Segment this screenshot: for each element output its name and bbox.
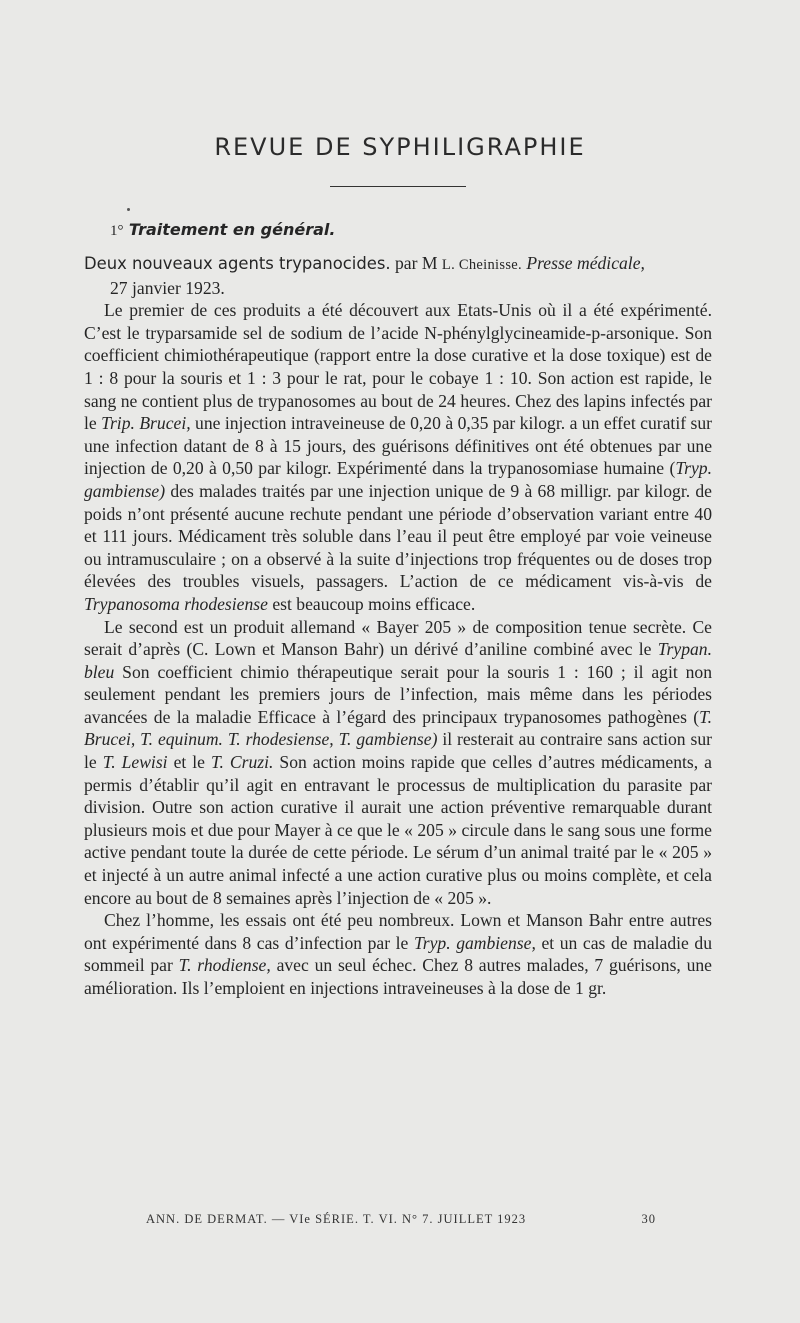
footer-citation: ANN. DE DERMAT. — VIe SÉRIE. T. VI. N° 7. JUILLET 1923	[146, 1212, 527, 1226]
article-header	[84, 252, 712, 277]
p1-text: des malades traités par une injection unique de 9 à 68 milligr. par kilogr. de poids n’ont présenté aucune rechute pendant une période d’observation variant entre 40 et 111 jours. Médicament très soluble dans l’eau il peut être employé par voie veineuse ou intramusculaire ; on a observé à la suite d’injections trop fréquentes ou de doses trop élevées des troubles visuels, passagers. L’action de ce médicament vis-à-vis de	[84, 480, 712, 592]
p3-text: Chez l’homme, les essais ont été peu nombreux. Lown et Manson Bahr entre autres ont expérimenté dans 8 cas d’infection par le	[84, 910, 712, 953]
page-number: 30	[641, 1212, 656, 1226]
section-heading	[110, 220, 335, 240]
section-label: Traitement en général.	[128, 220, 336, 239]
article-author: L. Cheinisse.	[441, 257, 522, 273]
p2-text: Le second est un produit allemand « Bayer 205 » de composition tenue secrète. Ce serait d’après (C. Lown et Manson Bahr) un dérivé d’aniline combiné avec le	[84, 616, 712, 660]
article-headline: Deux nouveaux agents trypanocides.	[84, 254, 391, 273]
page-title: REVUE DE SYPHILIGRAPHIE	[214, 133, 586, 161]
p2-italic: T. Cruzi.	[211, 752, 274, 773]
paragraph-2	[84, 616, 712, 910]
article-date: 27 janvier 1923.	[110, 277, 225, 298]
title-divider	[330, 186, 466, 187]
p2-italic: T. Brucei, T. equinum. T. rhodesiense, T. gambiense)	[84, 706, 712, 750]
p1-italic: Trip. Brucei,	[101, 413, 191, 434]
p1-italic: Tryp. gambiense)	[84, 458, 712, 501]
p3-italic: Tryp. gambiense,	[413, 932, 536, 953]
p2-italic: T. Lewisi	[102, 752, 168, 773]
page-footer	[146, 1212, 656, 1227]
p2-text: et le	[167, 752, 211, 773]
p2-text: il resterait au contraire sans action sur le	[84, 729, 712, 773]
p3-text: et un cas de maladie du sommeil par	[84, 932, 712, 976]
paragraph-1	[84, 299, 712, 615]
p1-text: est beaucoup moins efficace.	[267, 593, 476, 614]
p2-italic: Trypan. bleu	[84, 639, 712, 682]
print-speck	[127, 208, 130, 211]
article-by: par M	[394, 253, 438, 273]
paragraph-3	[84, 909, 712, 999]
section-number: 1°	[110, 223, 124, 239]
p1-italic: Trypanosoma rhodesiense	[84, 593, 268, 614]
p2-text: Son coefficient chimio thérapeutique serait pour la souris 1 : 160 ; il agit non seulement pendant les premiers jours de l’infection, mais même dans les périodes avancées de la maladie Efficace à l’égard des principaux trypanosomes pathogènes (	[84, 661, 712, 727]
article-journal: Presse médicale,	[526, 253, 645, 273]
p1-text: une injection intraveineuse de 0,20 à 0,35 par kilogr. a un effet curatif sur une infection datant de 8 à 15 jours, des guérisons définitives ont été obtenues par une injection de 0,20 à 0,50 par kilogr. Expérimenté dans la trypanosomiase humaine (	[84, 413, 712, 479]
p3-italic: T. rhodiense,	[178, 955, 271, 976]
p3-text: avec un seul échec. Chez 8 autres malades, 7 guérisons, une amélioration. Ils l’emploient en injections intraveineuses à la dose de 1 gr.	[84, 955, 712, 998]
p1-text: Le premier de ces produits a été découvert aux Etats-Unis où il a été expérimenté. C’est le tryparsamide sel de sodium de l’acide N-phénylglycineamide-p-arsonique. Son coefficient chimiothérapeutique (rapport entre la dose curative et la dose toxique) est de 1 : 8 pour la souris et 1 : 3 pour le rat, pour le cobaye 1 : 10. Son action est rapide, le sang ne contient plus de trypanosomes au bout de 24 heures. Chez des lapins infectés par le	[84, 300, 712, 434]
article-date-line	[84, 277, 712, 300]
article	[84, 252, 712, 1000]
p2-text: Son action moins rapide que celles d’autres médicaments, a permis d’établir qu’il agit en entravant le processus de multiplication du parasite par division. Outre son action curative il aurait une action préventive remarquable durant plusieurs mois et due pour Mayer à ce que le « 205 » circule dans le sang sous une forme active pendant toute la durée de cette période. Le sérum d’un animal traité par le « 205 » et injecté à un autre animal infecté a une action curative plus ou moins complète, et cela encore au bout de 8 semaines après l’injection de « 205 ».	[84, 752, 712, 908]
